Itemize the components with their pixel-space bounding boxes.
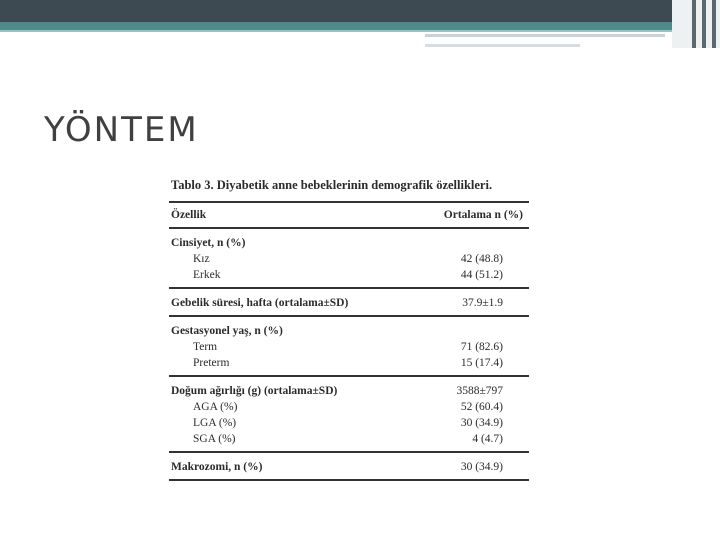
accent-line [425, 44, 580, 47]
accent-line [425, 34, 665, 37]
table-body [169, 202, 529, 480]
table-row [169, 339, 529, 355]
cell-label: Doğum ağırlığı (g) (ortalama±SD) [171, 385, 338, 397]
table-caption: Tablo 3. Diyabetik anne bebeklerinin demografik özellikleri. [171, 178, 493, 192]
table-row [169, 415, 529, 431]
cell-value: 3588±797 [456, 385, 503, 397]
corner-stripe [712, 0, 716, 48]
corner-decoration [672, 0, 720, 48]
cell-label: Kız [193, 253, 210, 265]
top-bar-dark [0, 0, 720, 22]
cell-label: Preterm [193, 357, 230, 369]
top-bar-line [0, 30, 720, 32]
cell-label: Term [193, 341, 218, 353]
table-row [169, 267, 529, 288]
table-group-row [169, 288, 529, 316]
cell-value: 37.9±1.9 [462, 297, 503, 309]
demographics-table [169, 201, 529, 481]
table-header-row [169, 202, 529, 228]
table-row [169, 431, 529, 452]
table-row [169, 251, 529, 267]
cell-value [412, 316, 529, 339]
cell-value: 71 (82.6) [460, 341, 503, 353]
table-group-row [169, 452, 529, 480]
table-group-row [169, 316, 529, 339]
table-group-row [169, 376, 529, 399]
cell-value: 30 (34.9) [460, 417, 503, 429]
cell-value: 42 (48.8) [460, 253, 503, 265]
header-feature: Özellik [171, 209, 207, 221]
cell-value: 52 (60.4) [460, 401, 503, 413]
cell-value [412, 228, 529, 251]
corner-stripe [692, 0, 696, 48]
top-bar-teal [0, 22, 720, 30]
cell-label: AGA (%) [193, 401, 238, 413]
cell-label: Gestasyonel yaş, n (%) [171, 325, 283, 337]
cell-value: 44 (51.2) [460, 269, 503, 281]
cell-label: Erkek [193, 269, 221, 281]
table-row [169, 399, 529, 415]
cell-label: Cinsiyet, n (%) [171, 237, 246, 249]
corner-stripe [702, 0, 706, 48]
header-value: Ortalama n (%) [443, 209, 523, 221]
cell-value: 15 (17.4) [460, 357, 503, 369]
cell-label: SGA (%) [193, 433, 236, 445]
cell-value: 4 (4.7) [472, 433, 503, 445]
cell-label: Gebelik süresi, hafta (ortalama±SD) [171, 297, 349, 309]
table-row [169, 355, 529, 376]
cell-value: 30 (34.9) [460, 461, 503, 473]
table-group-row [169, 228, 529, 251]
cell-label: LGA (%) [193, 417, 237, 429]
cell-label: Makrozomi, n (%) [171, 461, 263, 473]
table-figure [169, 178, 531, 481]
slide-title: YÖNTEM [44, 110, 199, 150]
